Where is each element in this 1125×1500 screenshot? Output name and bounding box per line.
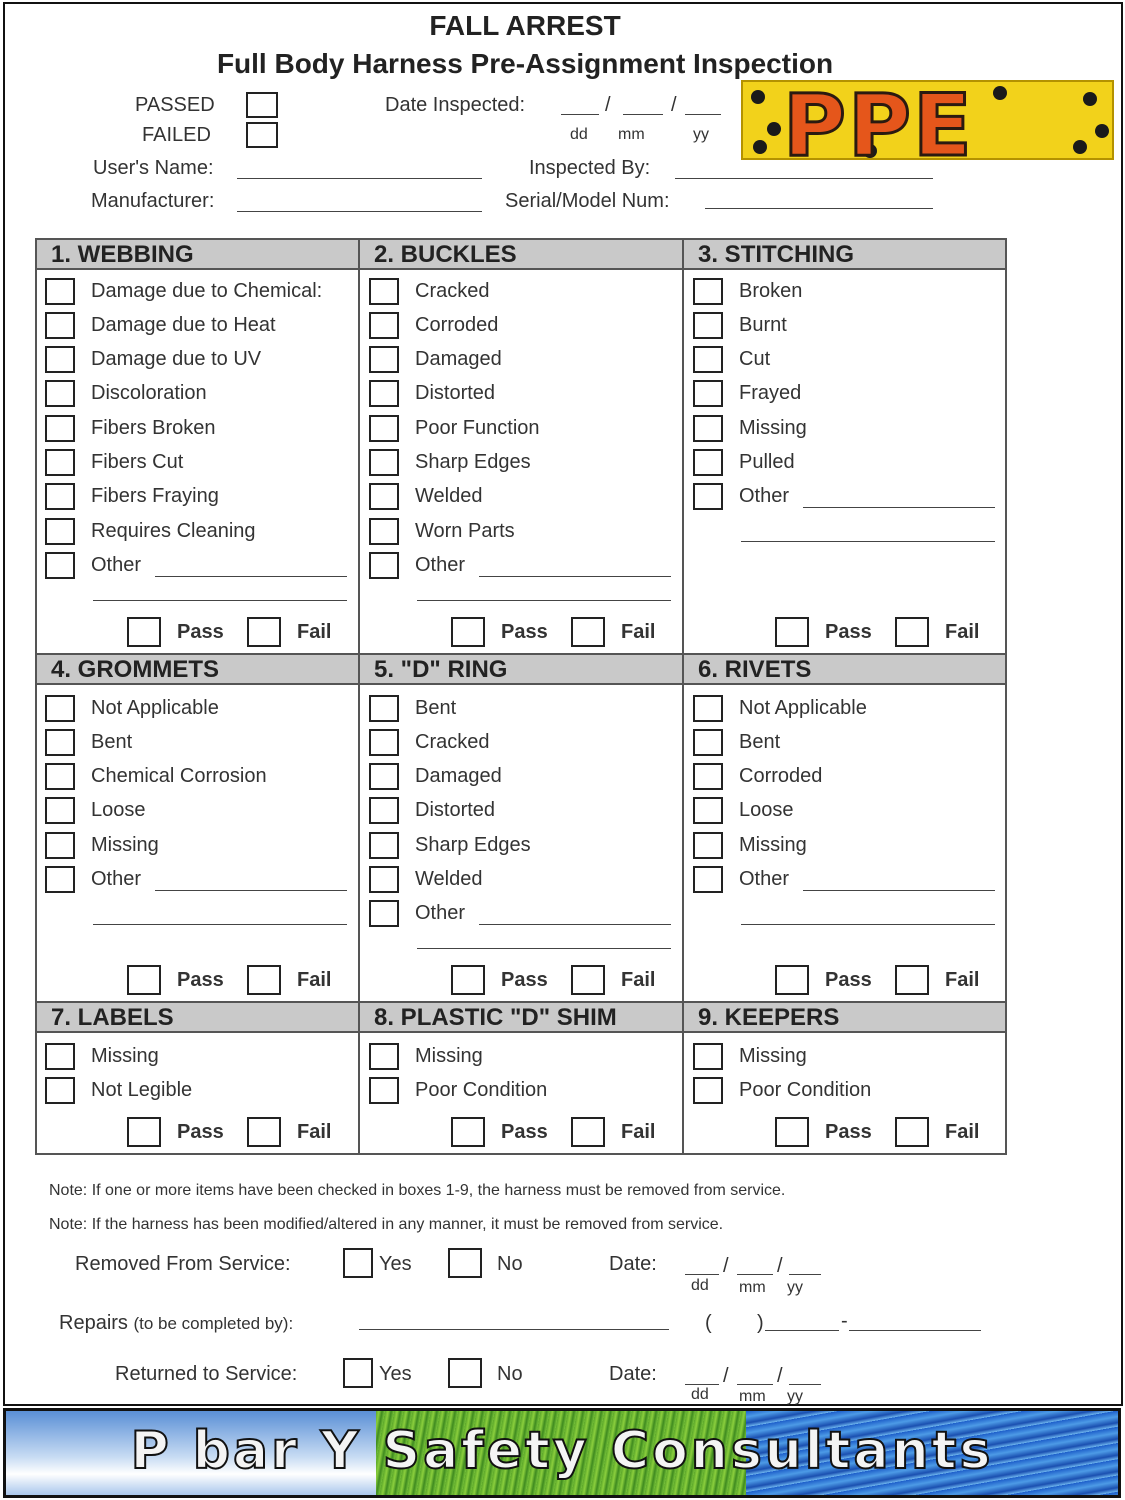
dd-caption: dd (691, 1386, 709, 1403)
item-checkbox[interactable] (693, 415, 723, 442)
company-banner (3, 1408, 1121, 1498)
other-field-line2[interactable] (417, 600, 671, 601)
item-checkbox[interactable] (693, 380, 723, 407)
other-field[interactable] (479, 924, 671, 925)
manufacturer-label: Manufacturer: (91, 190, 215, 212)
returned-date-yy-field[interactable] (789, 1384, 821, 1385)
pass-checkbox[interactable] (451, 617, 485, 647)
passed-checkbox[interactable] (246, 92, 278, 118)
item-checkbox[interactable] (693, 1077, 723, 1104)
phone-open-paren: ( (705, 1312, 712, 1334)
passed-label: PASSED (135, 94, 215, 116)
other-field[interactable] (803, 890, 995, 891)
item-checkbox[interactable] (45, 415, 75, 442)
item-checkbox[interactable] (369, 695, 399, 722)
returned-date-dd-field[interactable] (685, 1384, 719, 1385)
users-name-label: User's Name: (93, 157, 214, 179)
item-checkbox[interactable] (693, 346, 723, 373)
pass-label: Pass (501, 969, 548, 991)
item-checkbox[interactable] (45, 763, 75, 790)
serial-model-field[interactable] (705, 208, 933, 209)
item-checkbox[interactable] (369, 763, 399, 790)
ppe-logo-text: PPE (783, 80, 974, 160)
dd-caption: dd (691, 1277, 709, 1294)
ppe-logo (741, 80, 1114, 160)
date-dd-field[interactable] (561, 114, 599, 115)
repairs-field[interactable] (359, 1329, 669, 1330)
fail-checkbox[interactable] (571, 1117, 605, 1147)
other-field-line2[interactable] (741, 541, 995, 542)
item-checkbox[interactable] (45, 1077, 75, 1104)
item-checkbox[interactable] (693, 832, 723, 859)
no-label: No (497, 1253, 523, 1275)
item-checkbox[interactable] (45, 797, 75, 824)
manufacturer-field[interactable] (237, 211, 482, 212)
repairs-label: Repairs (to be completed by): (59, 1312, 294, 1334)
fail-label: Fail (621, 969, 656, 991)
serial-model-label: Serial/Model Num: (505, 190, 670, 212)
phone-number-field[interactable] (849, 1330, 981, 1331)
date-separator: / (605, 94, 611, 116)
yes-label: Yes (379, 1253, 412, 1275)
pass-label: Pass (825, 621, 872, 643)
date-separator: / (723, 1255, 729, 1277)
date-separator: / (723, 1365, 729, 1387)
item-checkbox[interactable] (693, 312, 723, 339)
item-checkbox[interactable] (369, 518, 399, 545)
item-checkbox[interactable] (369, 346, 399, 373)
form-title: FALL ARREST (429, 10, 621, 41)
pass-checkbox[interactable] (451, 1117, 485, 1147)
item-checkbox[interactable] (693, 729, 723, 756)
yy-caption: yy (693, 126, 709, 143)
returned-no-checkbox[interactable] (448, 1358, 482, 1388)
pass-label: Pass (177, 969, 224, 991)
pass-label: Pass (177, 621, 224, 643)
section-rivets-title: 6. RIVETS (684, 655, 1005, 685)
users-name-field[interactable] (237, 178, 482, 179)
item-checkbox[interactable] (369, 832, 399, 859)
item-checkbox[interactable] (369, 278, 399, 305)
phone-prefix-field[interactable] (765, 1330, 839, 1331)
failed-label: FAILED (142, 124, 211, 146)
item-checkbox[interactable] (45, 866, 75, 893)
yy-caption: yy (787, 1279, 803, 1296)
pass-label: Pass (501, 1121, 548, 1143)
yy-caption: yy (787, 1388, 803, 1405)
section-keepers-title: 9. KEEPERS (684, 1003, 1005, 1033)
pass-checkbox[interactable] (775, 617, 809, 647)
fail-checkbox[interactable] (571, 617, 605, 647)
pass-checkbox[interactable] (775, 965, 809, 995)
item-checkbox[interactable] (693, 278, 723, 305)
item-checkbox[interactable] (369, 797, 399, 824)
item-checkbox[interactable] (369, 483, 399, 510)
item-checkbox[interactable] (45, 518, 75, 545)
fail-checkbox[interactable] (895, 965, 929, 995)
date-mm-field[interactable] (623, 114, 663, 115)
pass-label: Pass (825, 969, 872, 991)
mm-caption: mm (618, 126, 645, 143)
yes-label: Yes (379, 1363, 412, 1385)
item-checkbox[interactable] (369, 1043, 399, 1070)
section-grommets-title: 4. GROMMETS (37, 655, 358, 685)
pass-label: Pass (825, 1121, 872, 1143)
date-label: Date: (609, 1363, 657, 1385)
item-checkbox[interactable] (45, 380, 75, 407)
item-checkbox[interactable] (693, 866, 723, 893)
fail-label: Fail (297, 621, 332, 643)
inspection-grid: 1. WEBBING 2. BUCKLES 3. STITCHING 4. GROMMETS 5. "D" RING 6. RIVETS 7. LABELS 8. PLASTIC "D" SHIM 9. KEEPERS Damage due to Chemical: Damage due to Heat Damage due to UV Discoloration Fibers Broken Fibers Cut Fibers Fraying Requires Cleaning Other Cracked Corroded Damaged Distorted Poor Function Sharp Edges Welded Worn Parts Other Broken Burnt Cut Frayed Missing Pulled Other Pass Fail Pass Fail Pass Fail Not Applicable Bent Chemical Corrosion Loose Missing Other Bent Cracked Damaged Distorted Sharp Edges Welded Other Not Applicable Bent Corroded Loose Missing Other Pass Fail Pass Fail Pass Fail Missing Not Legible Missing Poor Condition Missing Poor Condition Pass Fail Pass Fail Pass Fail (35, 238, 1007, 1155)
item-checkbox[interactable] (45, 312, 75, 339)
inspected-by-label: Inspected By: (529, 157, 651, 179)
item-checkbox[interactable] (693, 1043, 723, 1070)
other-field[interactable] (479, 576, 671, 577)
inspection-form (3, 2, 1123, 1406)
mm-caption: mm (739, 1388, 766, 1405)
item-checkbox[interactable] (369, 449, 399, 476)
other-field[interactable] (155, 576, 347, 577)
item-checkbox[interactable] (45, 449, 75, 476)
pass-checkbox[interactable] (451, 965, 485, 995)
returned-yes-checkbox[interactable] (343, 1358, 373, 1388)
item-checkbox[interactable] (45, 695, 75, 722)
item-checkbox[interactable] (45, 729, 75, 756)
other-field-line2[interactable] (741, 924, 995, 925)
mm-caption: mm (739, 1279, 766, 1296)
returned-to-service-label: Returned to Service: (115, 1363, 298, 1385)
removed-date-mm-field[interactable] (737, 1274, 773, 1275)
returned-date-mm-field[interactable] (737, 1384, 773, 1385)
pass-checkbox[interactable] (775, 1117, 809, 1147)
fail-label: Fail (621, 1121, 656, 1143)
removed-date-dd-field[interactable] (685, 1274, 719, 1275)
date-separator: / (777, 1365, 783, 1387)
fail-checkbox[interactable] (571, 965, 605, 995)
pass-checkbox[interactable] (127, 617, 161, 647)
fail-label: Fail (621, 621, 656, 643)
item-checkbox[interactable] (693, 483, 723, 510)
item-checkbox[interactable] (369, 380, 399, 407)
dd-caption: dd (570, 126, 588, 143)
item-checkbox[interactable] (693, 763, 723, 790)
form-subtitle: Full Body Harness Pre-Assignment Inspection (216, 48, 834, 79)
item-checkbox[interactable] (369, 1077, 399, 1104)
fail-label: Fail (945, 621, 980, 643)
section-webbing-title: 1. WEBBING (37, 240, 358, 270)
failed-checkbox[interactable] (246, 122, 278, 148)
pass-checkbox[interactable] (127, 965, 161, 995)
phone-dash: - (841, 1310, 848, 1332)
removed-from-service-label: Removed From Service: (75, 1253, 291, 1275)
company-name: P bar Y Safety Consultants (130, 1421, 994, 1481)
fail-checkbox[interactable] (247, 617, 281, 647)
item-checkbox[interactable] (45, 278, 75, 305)
fail-checkbox[interactable] (247, 965, 281, 995)
item-checkbox[interactable] (369, 415, 399, 442)
date-label: Date: (609, 1253, 657, 1275)
item-checkbox[interactable] (45, 483, 75, 510)
section-plastic-d-shim-title: 8. PLASTIC "D" SHIM (360, 1003, 682, 1033)
pass-label: Pass (501, 621, 548, 643)
other-field[interactable] (803, 507, 995, 508)
item-checkbox[interactable] (45, 346, 75, 373)
item-checkbox[interactable] (369, 900, 399, 927)
phone-close-paren: ) (757, 1312, 764, 1334)
item-checkbox[interactable] (693, 695, 723, 722)
date-separator: / (777, 1255, 783, 1277)
inspected-by-field[interactable] (675, 178, 933, 179)
item-checkbox[interactable] (45, 832, 75, 859)
removed-date-yy-field[interactable] (789, 1274, 821, 1275)
fail-checkbox[interactable] (247, 1117, 281, 1147)
section-buckles-title: 2. BUCKLES (360, 240, 682, 270)
removed-no-checkbox[interactable] (448, 1248, 482, 1278)
item-checkbox[interactable] (369, 552, 399, 579)
item-checkbox[interactable] (693, 449, 723, 476)
date-separator: / (671, 94, 677, 116)
date-inspected-label: Date Inspected: (385, 94, 526, 116)
fail-checkbox[interactable] (895, 617, 929, 647)
section-stitching-title: 3. STITCHING (684, 240, 1005, 270)
item-checkbox[interactable] (369, 866, 399, 893)
item-checkbox[interactable] (693, 797, 723, 824)
pass-label: Pass (177, 1121, 224, 1143)
item-checkbox[interactable] (45, 1043, 75, 1070)
section-d-ring-title: 5. "D" RING (360, 655, 682, 685)
date-yy-field[interactable] (685, 114, 721, 115)
section-labels-title: 7. LABELS (37, 1003, 358, 1033)
fail-label: Fail (297, 1121, 332, 1143)
no-label: No (497, 1363, 523, 1385)
item-checkbox[interactable] (369, 729, 399, 756)
other-field-line2[interactable] (417, 948, 671, 949)
fail-label: Fail (297, 969, 332, 991)
removed-yes-checkbox[interactable] (343, 1248, 373, 1278)
note-removal: Note: If one or more items have been checked in boxes 1-9, the harness must be removed from service. (49, 1182, 786, 1199)
item-checkbox[interactable] (45, 552, 75, 579)
fail-label: Fail (945, 1121, 980, 1143)
note-modified: Note: If the harness has been modified/altered in any manner, it must be removed from service. (49, 1216, 724, 1233)
other-field-line2[interactable] (93, 924, 347, 925)
pass-checkbox[interactable] (127, 1117, 161, 1147)
other-field-line2[interactable] (93, 600, 347, 601)
fail-label: Fail (945, 969, 980, 991)
item-checkbox[interactable] (369, 312, 399, 339)
other-field[interactable] (155, 890, 347, 891)
fail-checkbox[interactable] (895, 1117, 929, 1147)
